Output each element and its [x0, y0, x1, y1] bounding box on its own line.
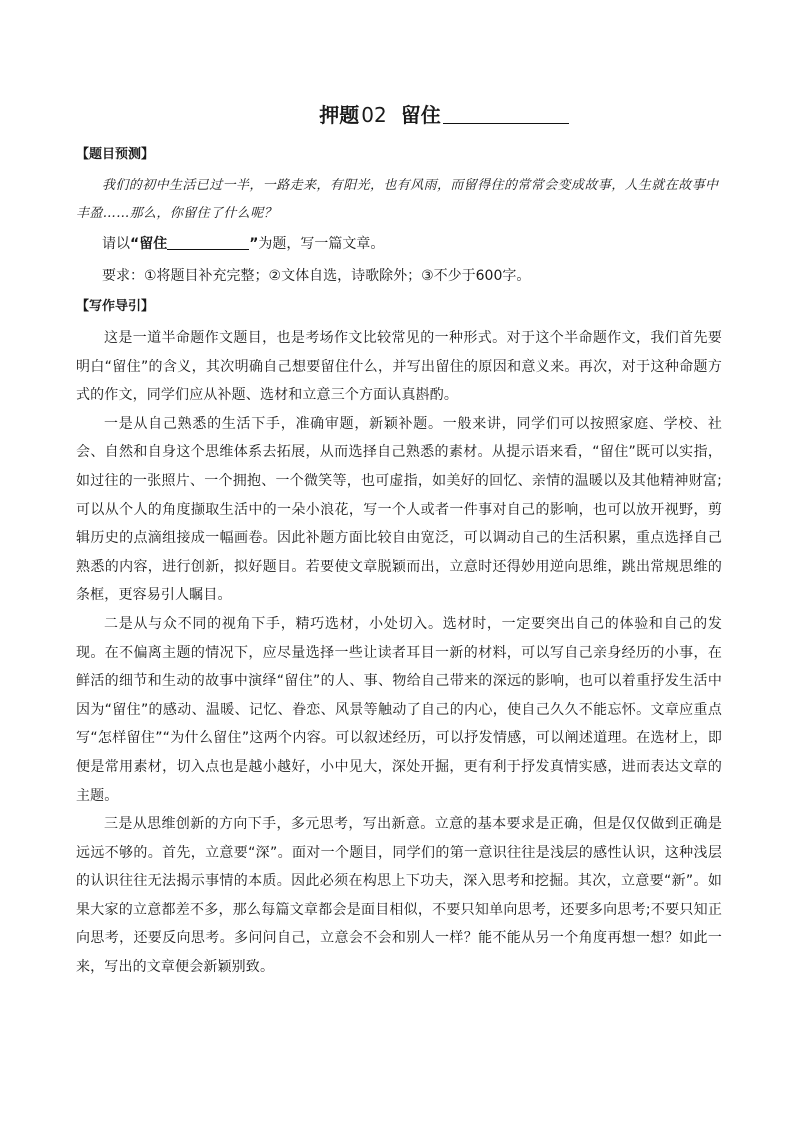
paragraph-point-two: 二是从与众不同的视角下手，精巧选材，小处切入。选材时，一定要突出自己的体验和自己的发现。在不偏离主题的情况下，应尽量选择一些让读者耳目一新的材料，可以写自己亲身经历的小事，在鲜活的细节和生动的故事中演绎“留住”的人、事、物给自己带来的深远的影响，也可以着重抒发生活中因为“留住”的感动、温暖、记忆、眷恋、风景等触动了自己的内心，使自己久久不能忘怀。文章应重点写“怎样留住”“为什么留住”这两个内容。可以叙述经历，可以抒发情感，可以阐述道理。在选材上，即便是常用素材，切入点也是越小越好，小中见大，深处开掘，更有利于抒发真情实感，进而表达文章的主题。: [76, 615, 722, 804]
instruction-line: [102, 230, 722, 258]
section-label-prediction: 【题目预测】: [76, 147, 155, 162]
title-prefix: 押题: [319, 103, 360, 127]
instruction-blank-line: [167, 233, 249, 250]
instruction-pre: 请以: [102, 236, 130, 252]
paragraph-point-one: 一是从自己熟悉的生活下手，准确审题，新颖补题。一般来讲，同学们可以按照家庭、学校、社会、自然和自身这个思维体系去拓展，从而选择自己熟悉的素材。从提示语来看，“留住”既可以实指，如过往的一张照片、一个拥抱、一个微笑等，也可虚指，如美好的回忆、亲情的温暖以及其他精神财富;可以从个人的角度撷取生活中的一朵小浪花，写一个人或者一件事对自己的影响，也可以放开视野，剪辑历史的点滴组接成一幅画卷。因此补题方面比较自由宽泛，可以调动自己的生活积累，重点选择自己熟悉的内容，进行创新，拟好题目。若要使文章脱颖而出，立意时还得妙用逆向思维，跳出常规思维的条框，更容易引人瞩目。: [76, 415, 722, 604]
guide-body: [76, 324, 722, 982]
document-page: [76, 98, 722, 982]
instruction-quote-open: “: [130, 236, 140, 252]
title-blank-line: [443, 103, 569, 124]
title-number: 02: [361, 103, 387, 127]
instruction-bold-word: 留住: [139, 236, 168, 252]
page-title: [166, 98, 722, 132]
instruction-quote-close: ”: [249, 236, 259, 252]
requirements-line: 要求：①将题目补充完整；②文体自选，诗歌除外；③不少于600字。: [102, 268, 531, 284]
paragraph-intro: 这是一道半命题作文题目，也是考场作文比较常见的一种形式。对于这个半命题作文，我们首先要明白“留住”的含义，其次明确自己想要留住什么，并写出留住的原因和意义来。再次，对于这种命题方式的作文，同学们应从补题、选材和立意三个方面认真斟酌。: [76, 330, 722, 404]
section-label-guide: 【写作导引】: [76, 299, 155, 314]
prompt-text: 我们的初中生活已过一半，一路走来，有阳光，也有风雨，而留得住的常常会变成故事，人生就在故事中丰盈……那么，你留住了什么呢？: [76, 178, 719, 221]
instruction-post: 为题，写一篇文章。: [258, 236, 385, 252]
title-topic: 留住: [400, 103, 441, 127]
paragraph-point-three: 三是从思维创新的方向下手，多元思考，写出新意。立意的基本要求是正确，但是仅仅做到正确是远远不够的。首先，立意要“深”。面对一个题目，同学们的第一意识往往是浅层的感性认识，这种浅层的认识往往无法揭示事情的本质。因此必须在构思上下功夫，深入思考和挖掘。其次，立意要“新”。如果大家的立意都差不多，那么每篇文章都会是面目相似，不要只知单向思考，还要多向思考;不要只知正向思考，还要反向思考。多问问自己，立意会不会和别人一样？能不能从另一个角度再想一想？如此一来，写出的文章便会新颖别致。: [76, 816, 722, 976]
